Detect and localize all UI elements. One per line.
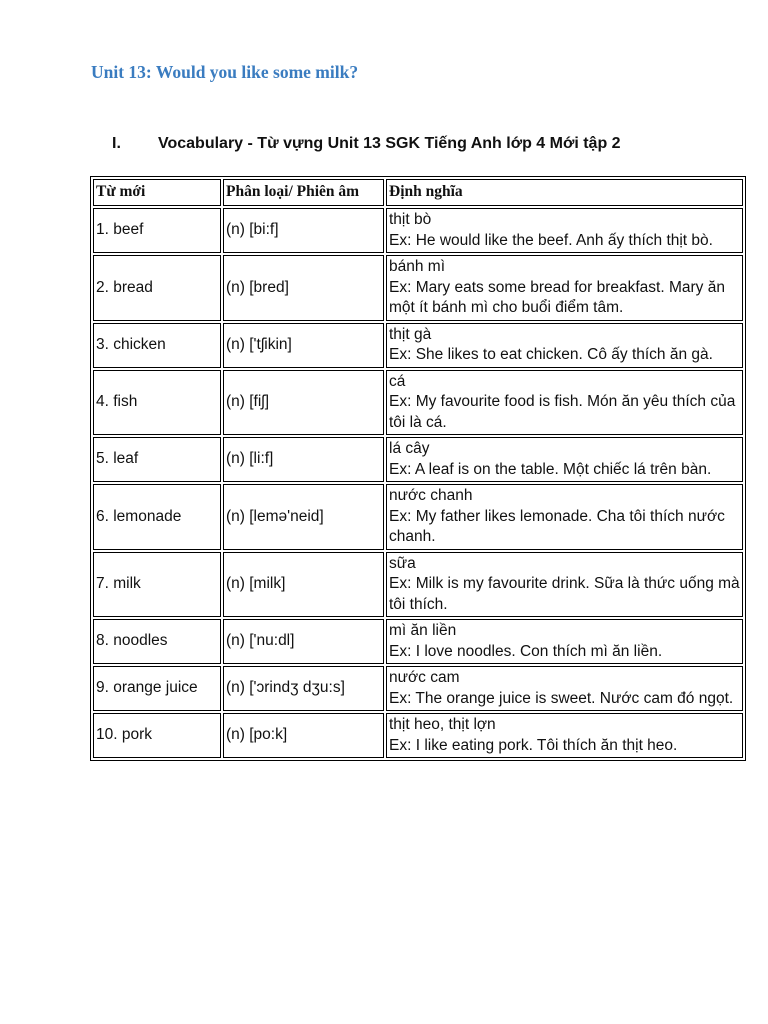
example-text: Ex: She likes to eat chicken. Cô ấy thích ăn gà. [389,346,713,363]
table-row [93,666,743,711]
example-text: Ex: Milk is my favourite drink. Sữa là thức uống mà tôi thích. [389,575,740,613]
example-text: Ex: I love noodles. Con thích mì ăn liền. [389,642,663,660]
header-definition: Định nghĩa [386,179,743,206]
meaning-text: cá [389,372,406,390]
pronunciation-cell: (n) ['tʃikin] [223,323,384,368]
meaning-text: bánh mì [389,258,446,275]
word-cell: 8. noodles [93,619,221,664]
definition-cell [386,713,743,758]
definition-cell [386,255,743,321]
pronunciation-cell: (n) [milk] [223,552,384,618]
table-row [93,713,743,758]
table-row [93,619,743,664]
definition-cell [386,370,743,436]
meaning-text: thịt bò [389,211,432,228]
table-row [93,255,743,321]
definition-cell [386,619,743,664]
table-row [93,208,743,253]
header-type-pronunciation: Phân loại/ Phiên âm [223,179,384,206]
definition-cell [386,323,743,368]
meaning-text: thịt gà [389,325,432,343]
table-row [93,323,743,368]
pronunciation-cell: (n) [lemə'neid] [223,484,384,550]
example-text: Ex: The orange juice is sweet. Nước cam đó ngọt. [389,689,734,707]
example-text: Ex: I like eating pork. Tôi thích ăn thịt heo. [389,736,678,754]
word-cell: 5. leaf [93,437,221,482]
word-cell: 4. fish [93,370,221,436]
meaning-text: sữa [389,554,416,572]
section-number: I. [112,135,121,152]
word-cell: 7. milk [93,552,221,618]
pronunciation-cell: (n) ['nu:dl] [223,619,384,664]
pronunciation-cell: (n) [li:f] [223,437,384,482]
example-text: Ex: My favourite food is fish. Món ăn yêu thích của tôi là cá. [389,393,736,431]
definition-cell [386,484,743,550]
definition-cell [386,437,743,482]
word-cell: 2. bread [93,255,221,321]
meaning-text: nước chanh [389,487,473,504]
definition-cell [386,208,743,253]
definition-cell [386,552,743,618]
section-title: Vocabulary - Từ vựng Unit 13 SGK Tiếng Anh lớp 4 Mới tập 2 [158,135,621,152]
pronunciation-cell: (n) [fiʃ] [223,370,384,436]
table-row [93,552,743,618]
word-cell: 10. pork [93,713,221,758]
example-text: Ex: My father likes lemonade. Cha tôi thích nước chanh. [389,507,725,545]
pronunciation-cell: (n) [bi:f] [223,208,384,253]
example-text: Ex: A leaf is on the table. Một chiếc lá trên bàn. [389,460,712,478]
table-header-row [93,179,743,206]
meaning-text: lá cây [389,440,430,457]
meaning-text: thịt heo, thịt lợn [389,716,496,733]
table-row [93,370,743,436]
meaning-text: mì ăn liền [389,622,457,639]
pronunciation-cell: (n) [bred] [223,255,384,321]
word-cell: 6. lemonade [93,484,221,550]
word-cell: 1. beef [93,208,221,253]
table-row [93,437,743,482]
table-row [93,484,743,550]
unit-title: Unit 13: Would you like some milk? [91,62,359,82]
definition-cell [386,666,743,711]
vocabulary-table [90,176,746,761]
example-text: Ex: He would like the beef. Anh ấy thích thịt bò. [389,231,713,249]
word-cell: 9. orange juice [93,666,221,711]
pronunciation-cell: (n) [po:k] [223,713,384,758]
pronunciation-cell: (n) ['ɔrindʒ dʒu:s] [223,666,384,711]
meaning-text: nước cam [389,669,460,686]
word-cell: 3. chicken [93,323,221,368]
header-new-word: Từ mới [93,179,221,206]
section-heading [112,135,621,153]
example-text: Ex: Mary eats some bread for breakfast. Mary ăn một ít bánh mì cho buổi điểm tâm. [389,278,725,316]
